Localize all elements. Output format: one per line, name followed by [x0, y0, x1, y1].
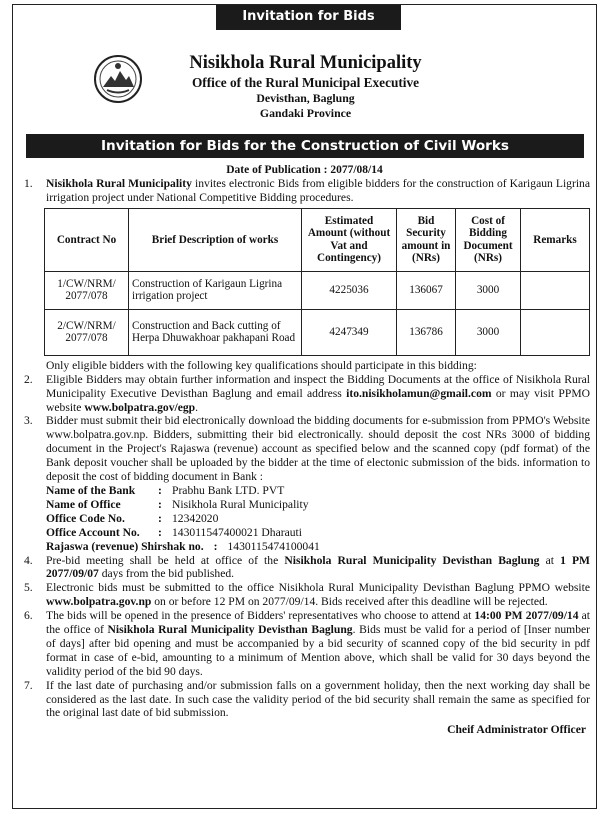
nepal-emblem-icon: [93, 54, 143, 104]
header-description: Brief Description of works: [129, 208, 302, 271]
cell-bid-security: 136786: [397, 309, 456, 355]
header-estimated-amount: Estimated Amount (without Vat and Contingency): [302, 208, 397, 271]
clause-7: 7. If the last date of purchasing and/or submission falls on a government holiday, then the next working day shall be considered as the last date. In such case the validity period of the bid security shall remain the same as specified for the original last date of bid submission.: [24, 678, 590, 720]
publication-date: Date of Publication : 2077/08/14: [226, 164, 383, 176]
clause-2: 2. Eligible Bidders may obtain further information and inspect the Bidding Documents at the office of Nisikhola Rural Municipality Executive Devisthan Baglung and email address ito.nisikholamun@gmail.com or may visit PPMO website www.bolpatra.gov/egp.: [24, 372, 591, 414]
cell-estimated-amount: 4225036: [302, 271, 397, 309]
signature: Cheif Administrator Officer: [447, 723, 586, 737]
notice-title: Invitation for Bids for the Construction of Civil Works: [26, 134, 584, 158]
cell-contract-no: 1/CW/NRM/ 2077/078: [45, 271, 129, 309]
cell-contract-no: 2/CW/NRM/ 2077/078: [45, 309, 129, 355]
clause-3: 3. Bidder must submit their bid electronically download the bidding documents for e-submission from PPMO's Website www.bolpatra.gov.np. Bidders, submitting their bid electronically. should deposit the cost NRs 3000 of bidding document in the Project's Rajaswa (revenue) account as specified below and the scanned copy (pdf format) of the Bank deposit voucher shall be uploaded by the bidder at the time of electonic submission of the bids. information to deposit the cost of bidding document in Bank : Name of the Bank : Prabhu Bank LTD. PVT Name of Office : Nisikhola Rural Municipality Office Code No. : 12342020 Office Account No. : 143011547400021 Dharauti Rajaswa (revenue) Shirshak no. : 1430115474100041: [24, 414, 590, 553]
notice-type-label: Invitation for Bids: [216, 4, 401, 30]
header-doc-cost: Cost of Bidding Document (NRs): [456, 208, 521, 271]
bank-details: [46, 484, 590, 554]
clause-4: 4. Pre-bid meeting shall be held at office of the Nisikhola Rural Municipality Devisthan Baglung at 1 PM 2077/09/07 days from the bid published.: [24, 553, 591, 581]
clause-6: 6. The bids will be opened in the presence of Bidders' representatives who choose to attend at 14:00 PM 2077/09/14 at the office of Nisikhola Rural Municipality Devisthan Baglung. Bids must be valid for a period of [Inser number of days] after bid opening and must be accompanied by a bid security of scanned copy of the bid security in pdf format in case of e-bid, amounting to a minimum of Mention above, which shall be valid for 30 days beyond the validity period of the bid 90 days.: [24, 609, 591, 678]
table-row: [45, 271, 590, 309]
cell-estimated-amount: 4247349: [302, 309, 397, 355]
cell-description: Construction of Karigaun Ligrina irrigation project: [129, 271, 302, 309]
clause-5: 5. Electronic bids must be submitted to the office Nisikhola Rural Municipality Devisthan Baglung PPMO website www.bolpatra.gov.np on or before 12 PM on 2077/09/14. Bids received after this deadline will be rejected.: [24, 581, 590, 609]
header-bid-security: Bid Security amount in (NRs): [397, 208, 456, 271]
header-contract-no: Contract No: [45, 208, 129, 271]
notice-body: [23, 177, 590, 737]
table-row: [45, 309, 590, 355]
bank-detail-row: Name of the Bank : Prabhu Bank LTD. PVT: [46, 483, 285, 497]
org-name: Nisikhola Rural Municipality: [189, 53, 422, 73]
bank-detail-row: Office Code No. : 12342020: [46, 511, 219, 525]
cell-remarks: [521, 309, 590, 355]
rajaswa-row: Rajaswa (revenue) Shirshak no. : 1430115474100041: [46, 539, 320, 553]
bank-detail-row: Office Account No. : 143011547400021 Dharauti: [46, 525, 302, 539]
address-line-2: Gandaki Province: [259, 106, 352, 120]
cell-doc-cost: 3000: [456, 271, 521, 309]
header-remarks: Remarks: [521, 208, 590, 271]
bank-detail-row: Name of Office : Nisikhola Rural Municipality: [46, 497, 309, 511]
contact-email: ito.nisikholamun@gmail.com: [346, 386, 492, 400]
ppmo-website: www.bolpatra.gov/egp: [84, 400, 196, 414]
notice-page: [12, 4, 597, 809]
cell-description: Construction and Back cutting of Herpa Dhuwakhoar pakhapani Road: [129, 309, 302, 355]
cell-bid-security: 136067: [397, 271, 456, 309]
table-header-row: [45, 208, 590, 271]
cell-doc-cost: 3000: [456, 309, 521, 355]
cell-remarks: [521, 271, 590, 309]
clause-1: 1. Nisikhola Rural Municipality invites electronic Bids from eligible bidders for the construction of Karigaun Ligrina irrigation project under National Competitive Bidding procedures.: [24, 177, 590, 204]
org-header: [163, 53, 448, 121]
contracts-table: [44, 208, 590, 356]
office-name: Office of the Rural Municipal Executive: [191, 75, 420, 90]
eligibility-note: Only eligible bidders with the following key qualifications should participate in this bidding:: [46, 358, 477, 372]
address-line-1: Devisthan, Baglung: [256, 91, 355, 105]
